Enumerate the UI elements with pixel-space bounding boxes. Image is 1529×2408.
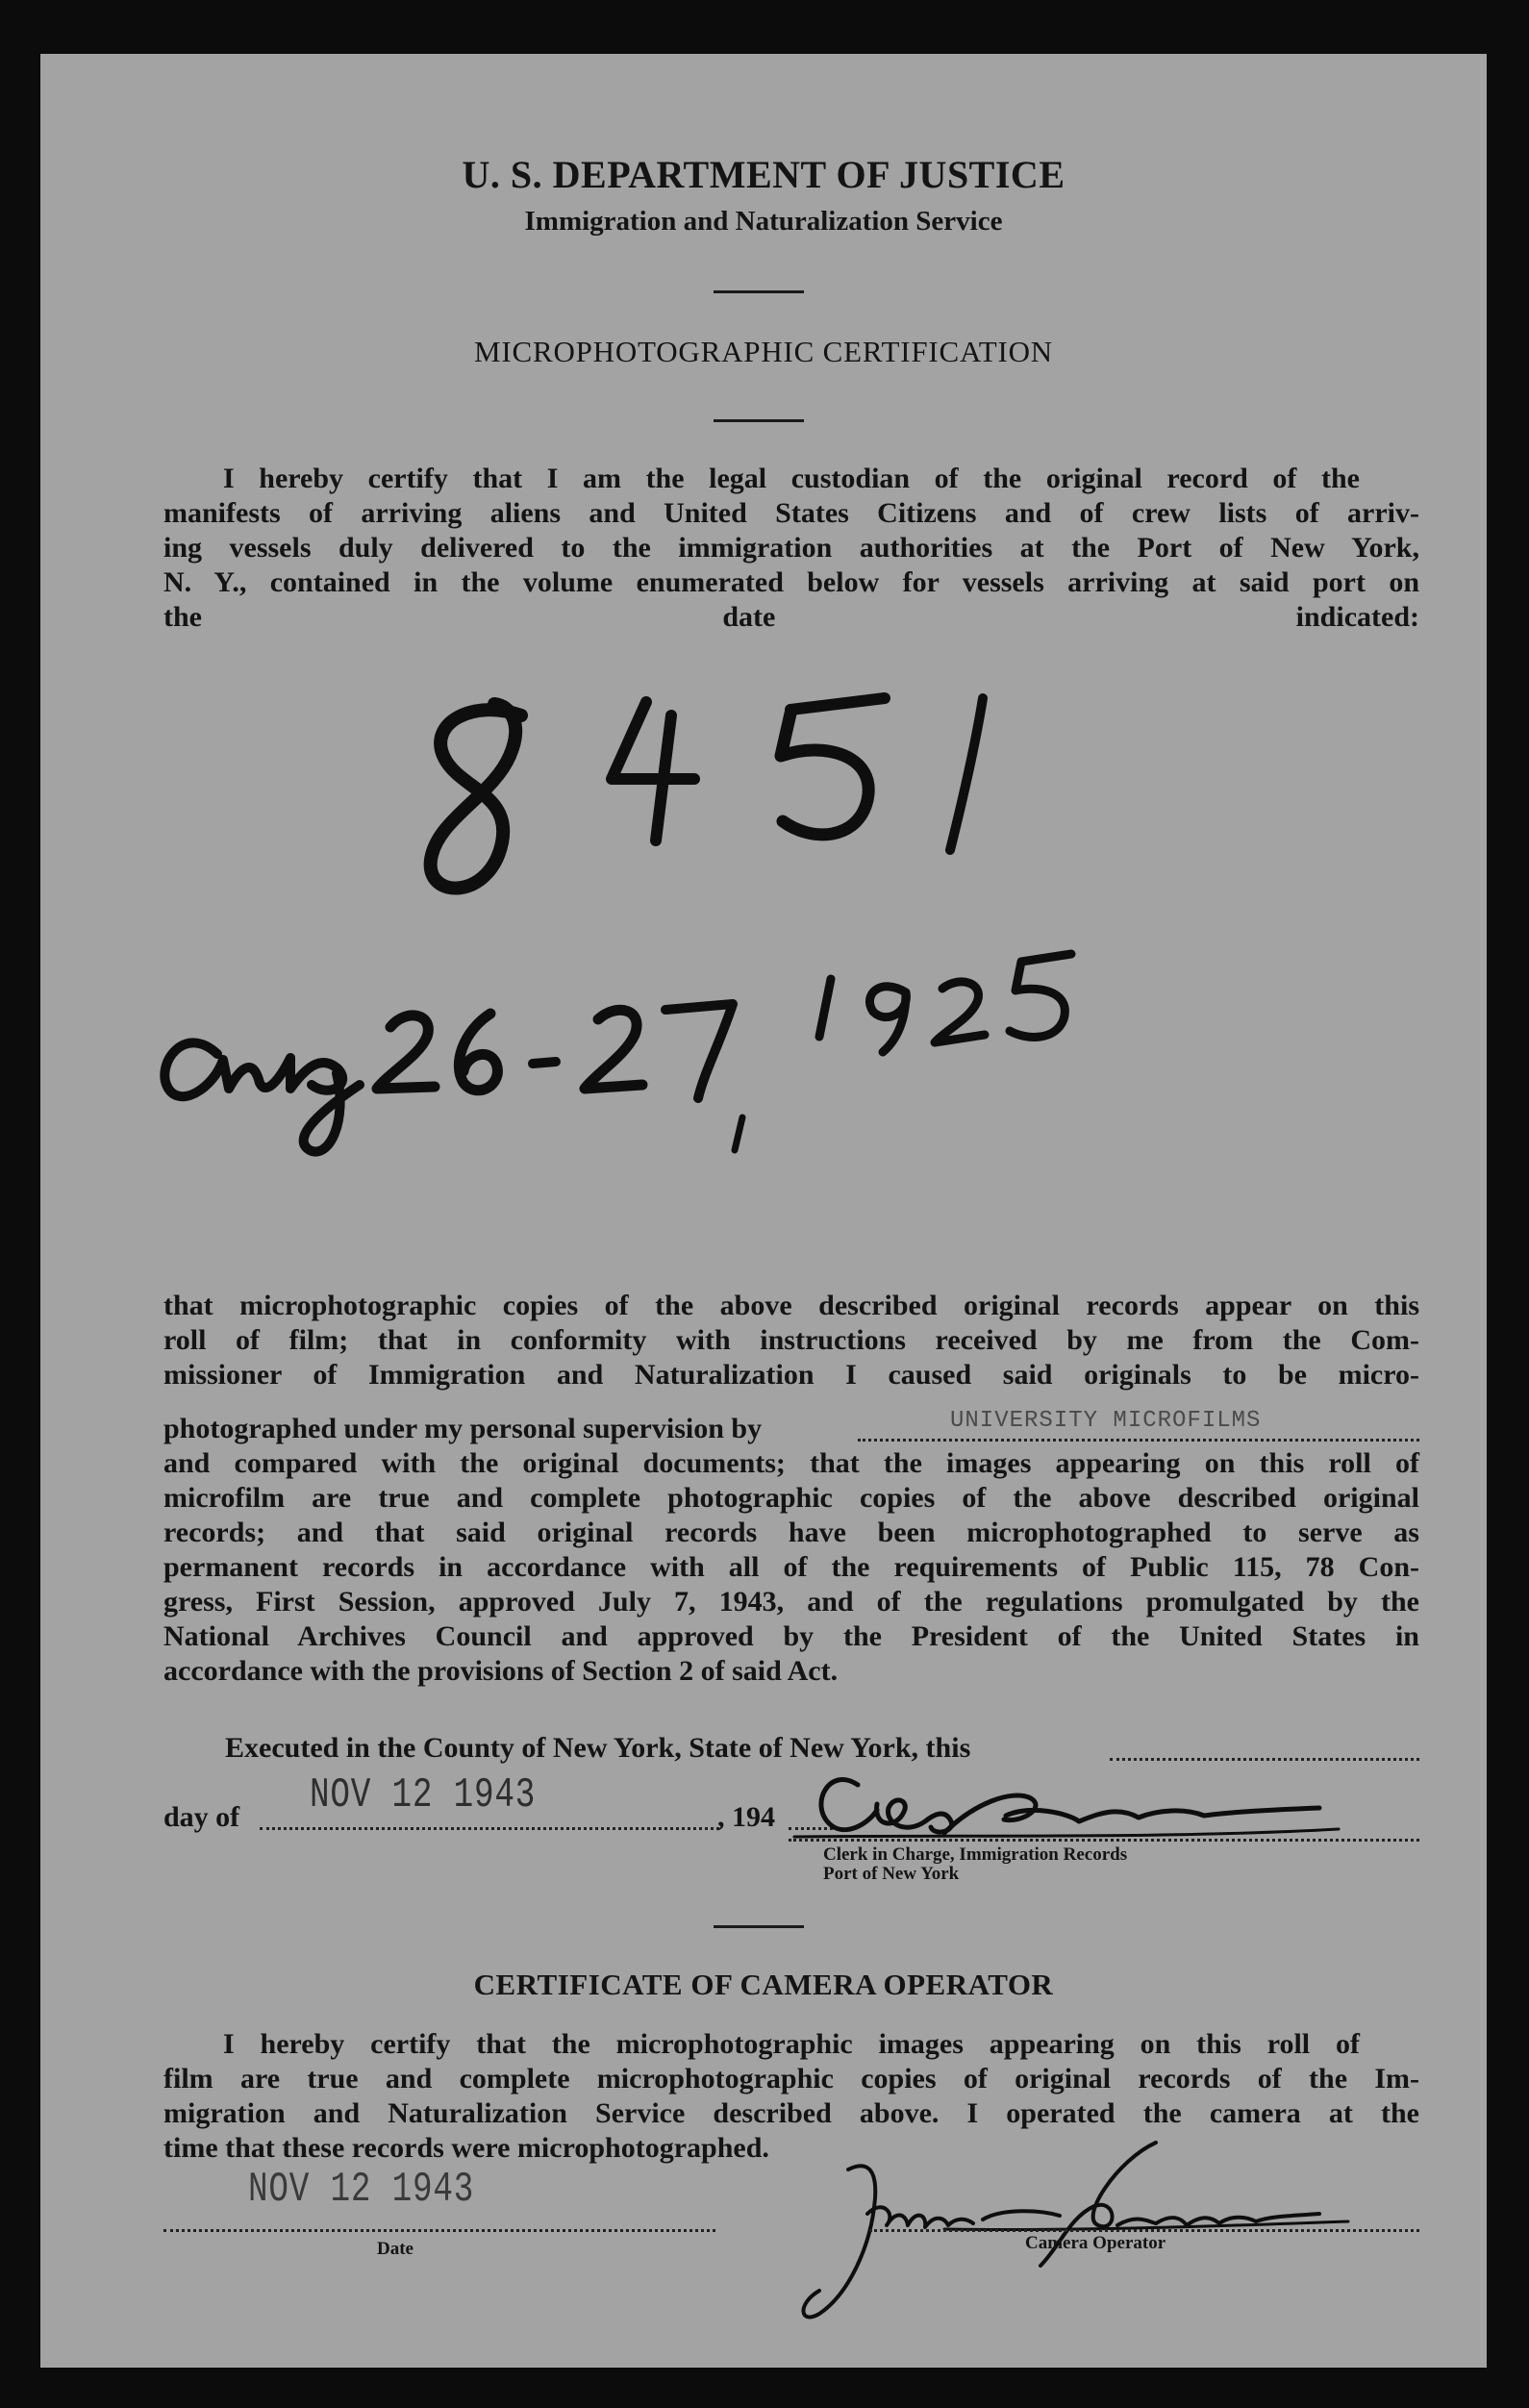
day-of-dotted-line bbox=[260, 1827, 719, 1830]
text-line: manifests of arriving aliens and United States Citizens and of crew lists of arriv- bbox=[163, 497, 1419, 529]
divider-rule bbox=[714, 1925, 804, 1928]
text-line: accordance with the provisions of Section 2 of said Act. bbox=[163, 1655, 839, 1687]
clerk-signature-dotted-line bbox=[789, 1839, 1419, 1842]
handwriting-8451 bbox=[367, 660, 1098, 910]
text-line: records; and that said original records have been microphotographed to serve as bbox=[163, 1517, 1419, 1548]
operator-date-stamp: NOV 12 1943 bbox=[248, 2166, 475, 2214]
certification-title: MICROPHOTOGRAPHIC CERTIFICATION bbox=[474, 335, 1053, 368]
supervisor-stamp: UNIVERSITY MICROFILMS bbox=[950, 1408, 1262, 1434]
text-line: photographed under my personal supervision by bbox=[163, 1413, 763, 1444]
divider-rule bbox=[714, 290, 804, 293]
execution-date-stamp: NOV 12 1943 bbox=[310, 1771, 537, 1819]
text-line: permanent records in accordance with all of the requirements of Public 115, 78 Con- bbox=[163, 1551, 1419, 1583]
handwriting-dates bbox=[146, 919, 1416, 1160]
clerk-port: Port of New York bbox=[823, 1864, 960, 1884]
text-line: the date indicated: bbox=[163, 601, 1419, 633]
text-line: and compared with the original documents; that the images appearing on this roll of bbox=[163, 1447, 1419, 1479]
text-line: I hereby certify that I am the legal custodian of the original record of the bbox=[223, 463, 1360, 494]
divider-rule bbox=[714, 419, 804, 422]
text-line: ing vessels duly delivered to the immigration authorities at the Port of New York, bbox=[163, 532, 1419, 564]
text-line: migration and Naturalization Service described above. I operated the camera at the bbox=[163, 2097, 1419, 2129]
camera-certificate-title: CERTIFICATE OF CAMERA OPERATOR bbox=[473, 1968, 1054, 2001]
day-of-label: day of bbox=[163, 1801, 240, 1833]
operator-dotted-line bbox=[869, 2229, 1419, 2232]
text-line: National Archives Council and approved by the President of the United States in bbox=[163, 1620, 1419, 1652]
text-line: film are true and complete microphotographic copies of original records of the Im- bbox=[163, 2063, 1419, 2094]
execution-line: Executed in the County of New York, State of New York, this bbox=[225, 1732, 971, 1764]
operator-label: Camera Operator bbox=[1025, 2233, 1166, 2253]
date-dotted-line bbox=[163, 2229, 715, 2232]
text-line: I hereby certify that the microphotographic images appearing on this roll of bbox=[223, 2028, 1360, 2060]
date-label: Date bbox=[377, 2239, 414, 2259]
service-subheading: Immigration and Naturalization Service bbox=[524, 206, 1003, 237]
supervisor-dotted-line bbox=[858, 1439, 1419, 1442]
text-line: time that these records were microphotographed. bbox=[163, 2132, 769, 2164]
text-line: roll of film; that in conformity with instructions received by me from the Com- bbox=[163, 1324, 1419, 1356]
clerk-signature bbox=[781, 1746, 1358, 1852]
clerk-title: Clerk in Charge, Immigration Records bbox=[823, 1844, 1128, 1865]
certificate-page bbox=[40, 54, 1487, 2368]
text-line: gress, First Session, approved July 7, 1943, and of the regulations promulgated by the bbox=[163, 1586, 1419, 1618]
text-line: microfilm are true and complete photographic copies of the above described original bbox=[163, 1482, 1419, 1514]
text-line: N. Y., contained in the volume enumerated below for vessels arriving at said port on bbox=[163, 566, 1419, 598]
camera-operator-signature bbox=[752, 2121, 1367, 2333]
text-line: that microphotographic copies of the above described original records appear on this bbox=[163, 1290, 1419, 1321]
text-line: missioner of Immigration and Naturalization I caused said originals to be micro- bbox=[163, 1359, 1419, 1391]
department-heading: U. S. DEPARTMENT OF JUSTICE bbox=[462, 153, 1065, 196]
year-prefix: , 194 bbox=[717, 1801, 775, 1833]
